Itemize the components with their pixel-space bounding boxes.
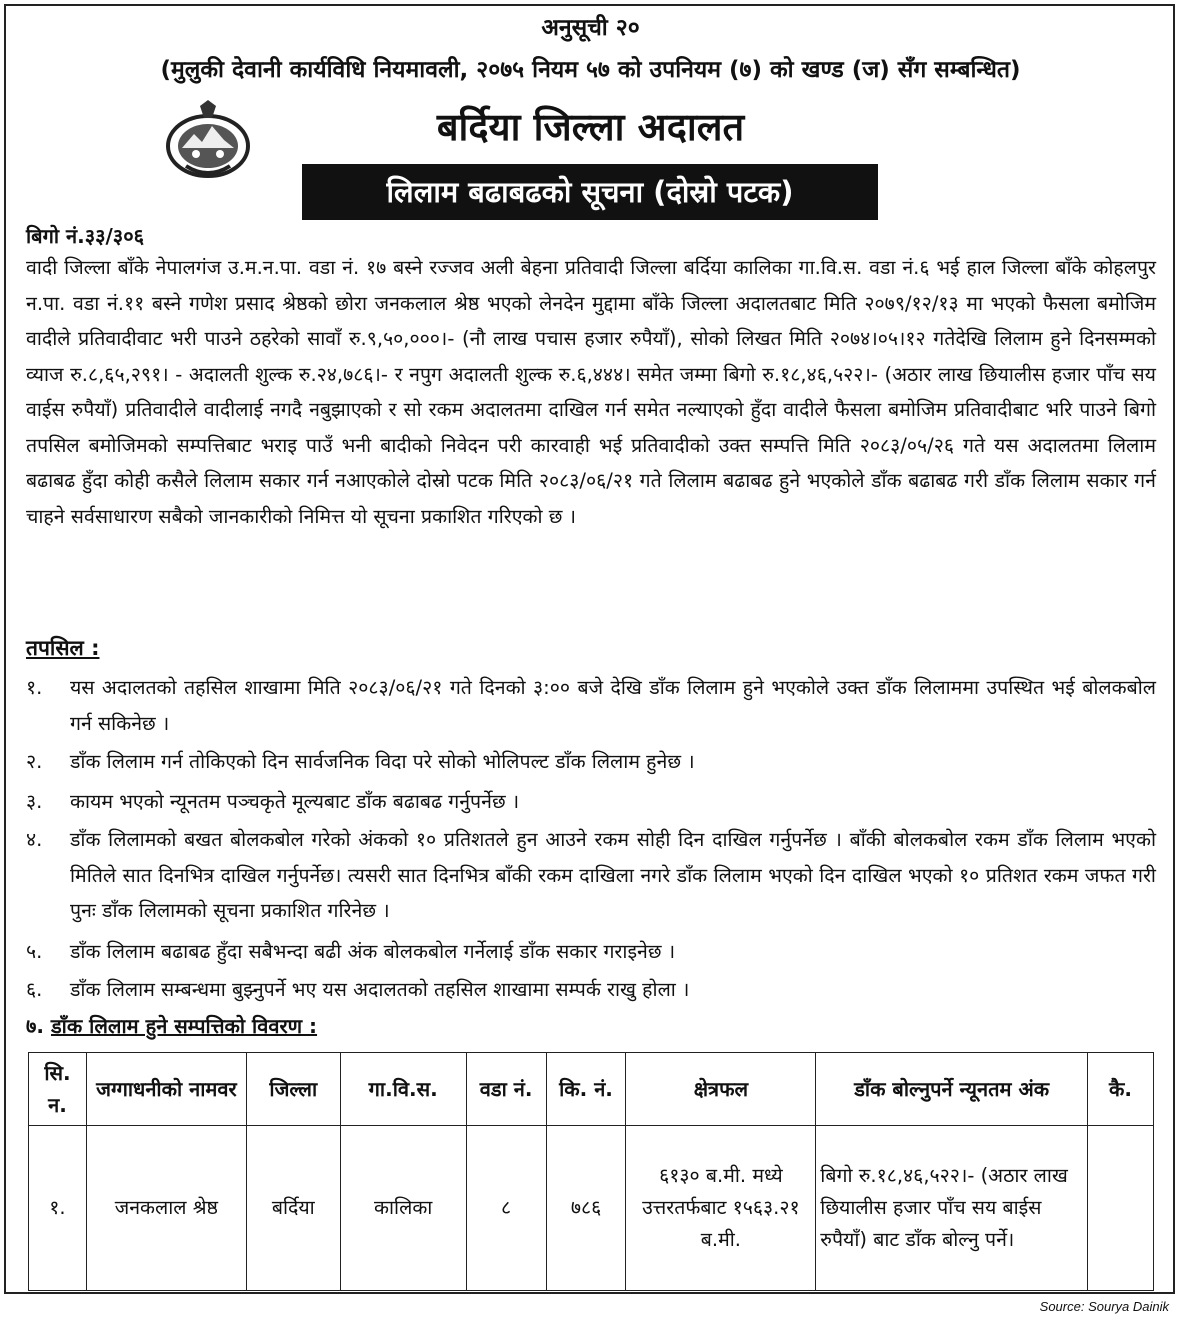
property-table [28,1052,1154,1291]
details-heading: तपसिल : [26,636,100,660]
table-cell: बर्दिया [246,1126,340,1291]
condition-text: डाँक लिलामको बखत बोलकबोल गरेको अंकको १० प्रतिशतले हुन आउने रकम सोही दिन दाखिल गर्नुपर्नेछ । बाँकी बोलकबोल रकम डाँक लिलाम भएको मितिले सात दिनभित्र दाखिल गर्नुपर्नेछ। त्यसरी सात दिनभित्र बाँकी रकम दाखिला नगरे डाँक लिलाम भएको दिन दाखिल भएको १० प्रतिशत रकम जफत गरी पुनः डाँक लिलामको सूचना प्रकाशित गरिनेछ । [70,828,1156,922]
notice-title-banner: लिलाम बढाबढको सूचना (दोस्रो पटक) [302,164,878,220]
rule-reference: (मुलुकी देवानी कार्यविधि नियमावली, २०७५ नियम ५७ को उपनियम (७) को खण्ड (ज) सँग सम्बन्धित) [160,57,1021,83]
column-header: डाँक बोल्नुपर्ने न्यूनतम अंक [816,1053,1088,1126]
table-cell: ७८६ [546,1126,626,1291]
condition-text: डाँक लिलाम सम्बन्धमा बुझ्नुपर्ने भए यस अदालतको तहसिल शाखामा सम्पर्क राखु होला । [70,978,690,1001]
column-header: गा.वि.स. [340,1053,466,1126]
case-number: बिगो नं.३३/३०६ [26,224,145,248]
condition-number: ४. [26,828,43,851]
source-credit: Source: Sourya Dainik [1039,1299,1169,1314]
property-heading [26,1012,317,1039]
table-cell: कालिका [340,1126,466,1291]
property-heading-number: ७. [26,1014,44,1038]
condition-item [26,744,1156,780]
condition-item [26,934,1156,970]
column-header: सि. न. [29,1053,87,1126]
condition-text: डाँक लिलाम गर्न तोकिएको दिन सार्वजनिक विदा परे सोको भोलिपल्ट डाँक लिलाम हुनेछ । [70,750,695,773]
table-cell: जनकलाल श्रेष्ठ [86,1126,246,1291]
condition-item [26,670,1156,741]
column-header: कि. नं. [546,1053,626,1126]
table-row [29,1126,1154,1291]
table-header-row [29,1053,1154,1126]
table-cell [1088,1126,1154,1291]
column-header: जिल्ला [246,1053,340,1126]
condition-item [26,784,1156,820]
condition-number: २. [26,750,43,773]
property-heading-text: डाँक लिलाम हुने सम्पत्तिको विवरण : [50,1014,318,1038]
column-header: क्षेत्रफल [626,1053,816,1126]
schedule-number: अनुसूची २० [541,15,640,41]
notice-body-paragraph: वादी जिल्ला बाँके नेपालगंज उ.म.न.पा. वडा नं. १७ बस्ने रज्जव अली बेहना प्रतिवादी जिल्ला बर्दिया कालिका गा.वि.स. वडा नं.६ भई हाल जिल्ला बाँके कोहलपुर न.पा. वडा नं.११ बस्ने गणेश प्रसाद श्रेष्ठको छोरा जनकलाल श्रेष्ठ भएको लेनदेन मुद्दामा बाँके जिल्ला अदालतबाट मिति २०७९/१२/१३ मा भएको फैसला बमोजिम वादीले प्रतिवादीवाट भरी पाउने ठहरेको सावाँ रु.९,५०,०००।- (नौ लाख पचास हजार रुपैयाँ), सोको लिखत मिति २०७४।०५।१२ गतेदेखि लिलाम हुने दिनसम्मको व्याज रु.८,६५,२९१। - अदालती शुल्क रु.२४,७८६।- र नपुग अदालती शुल्क रु.६,४४४। समेत जम्मा बिगो रु.१८,४६,५२२।- (अठार लाख छियालीस हजार पाँच सय वाईस रुपैयाँ) प्रतिवादीले वादीलाई नगदै नबुझाएको र सो रकम अदालतमा दाखिल गर्न समेत नल्याएको हुँदा वादीले फैसला बमोजिम प्रतिवादीबाट भरि पाउने बिगो तपसिल बमोजिमको सम्पत्तिबाट भराइ पाउँ भनी बादीको निवेदन परी कारवाही भई प्रतिवादीको उक्त सम्पत्ति मिति २०८३/०५/२६ गते यस अदालतमा लिलाम बढाबढ हुँदा कोही कसैले लिलाम सकार गर्न नआएकोले दोस्रो पटक मिति २०८३/०६/२१ गते लिलाम बढाबढ हुने भएकोले डाँक बढाबढ गरी डाँक लिलाम सकार गर्न चाहने सर्वसाधारण सबैको जानकारीको निमित्त यो सूचना प्रकाशित गरिएको छ । [26,256,1156,528]
table-cell: ६१३० ब.मी. मध्ये उत्तरतर्फबाट १५६३.२१ ब.मी. [626,1126,816,1291]
table-cell: बिगो रु.१८,४६,५२२।- (अठार लाख छियालीस हजार पाँच सय बाईस रुपैयाँ) बाट डाँक बोल्नु पर्ने। [816,1126,1088,1291]
table-cell: १. [29,1126,87,1291]
condition-item [26,822,1156,929]
column-header: जग्गाधनीको नामवर [86,1053,246,1126]
condition-text: डाँक लिलाम बढाबढ हुँदा सबैभन्दा बढी अंक बोलकबोल गर्नेलाई डाँक सकार गराइनेछ । [70,940,676,963]
condition-number: ३. [26,790,43,813]
condition-item [26,972,1156,1008]
court-name: बर्दिया जिल्ला अदालत [436,105,745,149]
condition-text: यस अदालतको तहसिल शाखामा मिति २०८३/०६/२१ गते दिनको ३:०० बजे देखि डाँक लिलाम हुने भएकोले उक्त डाँक लिलाममा उपस्थित भई बोलकबोल गर्न सकिनेछ । [70,676,1156,735]
condition-text: कायम भएको न्यूनतम पञ्चकृते मूल्यबाट डाँक बढाबढ गर्नुपर्नेछ । [70,790,520,813]
condition-number: ५. [26,940,43,963]
column-header: वडा नं. [466,1053,546,1126]
table-cell: ८ [466,1126,546,1291]
condition-number: ६. [26,978,43,1001]
column-header: कै. [1088,1053,1154,1126]
condition-number: १. [26,676,43,699]
